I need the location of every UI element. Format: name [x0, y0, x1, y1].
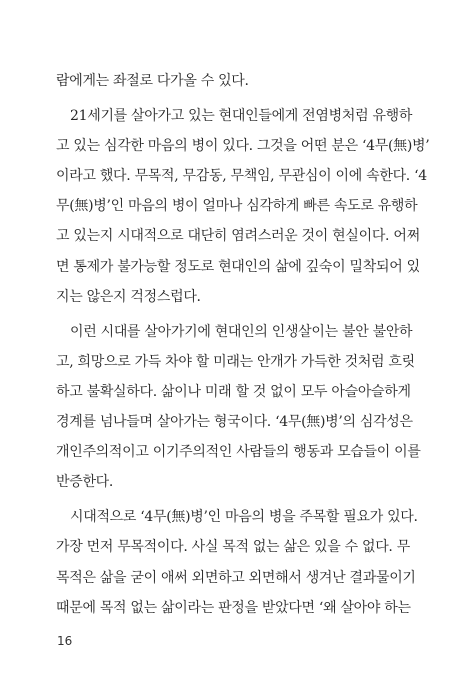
text-line: 21세기를 살아가고 있는 현대인들에게 전염병처럼 유행하	[70, 107, 413, 124]
text-line: 람에게는 좌절로 다가올 수 있다.	[56, 73, 249, 89]
text-line: 반증한다.	[56, 474, 114, 491]
text-line: 하고 불확실하다. 삶이나 미래 할 것 없이 모두 아슬아슬하게	[56, 383, 411, 400]
text-line: 지는 않은지 걱정스럽다.	[56, 288, 201, 305]
text-line: 고 있는 심각한 마음의 병이 있다. 그것을 어떤 분은 ‘4무(無)병’	[56, 137, 430, 154]
text-line: 시대적으로 ‘4무(無)병’인 마음의 병을 주목할 필요가 있다.	[70, 509, 418, 526]
page-number: 16	[57, 634, 73, 648]
text-line: 고, 희망으로 가득 차야 할 미래는 안개가 가득한 것처럼 흐릿	[56, 353, 415, 370]
text-line: 개인주의적이고 이기주의적인 사람들의 행동과 모습들이 이를	[56, 444, 421, 461]
body-text	[56, 66, 431, 623]
text-line: 무(無)병’인 마음의 병이 얼마나 심각하게 빠른 속도로 유행하	[56, 198, 418, 215]
text-line: 때문에 목적 없는 삶이라는 판정을 받았다면 ‘왜 살아야 하는	[56, 599, 411, 616]
text-line: 고 있는지 시대적으로 대단히 염려스러운 것이 현실이다. 어쩌	[56, 228, 420, 245]
text-line: 경계를 넘나들며 살아가는 형국이다. ‘4무(無)병’의 심각성은	[56, 414, 413, 431]
text-line: 면 통제가 불가능할 정도로 현대인의 삶에 깊숙이 밀착되어 있	[56, 258, 420, 275]
text-line: 이런 시대를 살아가기에 현대인의 인생살이는 불안 불안하	[70, 323, 413, 340]
text-line: 이라고 했다. 무목적, 무감동, 무책임, 무관심이 이에 속한다. ‘4	[56, 168, 427, 185]
text-line: 가장 먼저 무목적이다. 사실 목적 없는 삶은 있을 수 없다. 무	[56, 539, 410, 556]
text-line: 목적은 삶을 굳이 애써 외면하고 외면해서 생겨난 결과물이기	[56, 569, 416, 586]
